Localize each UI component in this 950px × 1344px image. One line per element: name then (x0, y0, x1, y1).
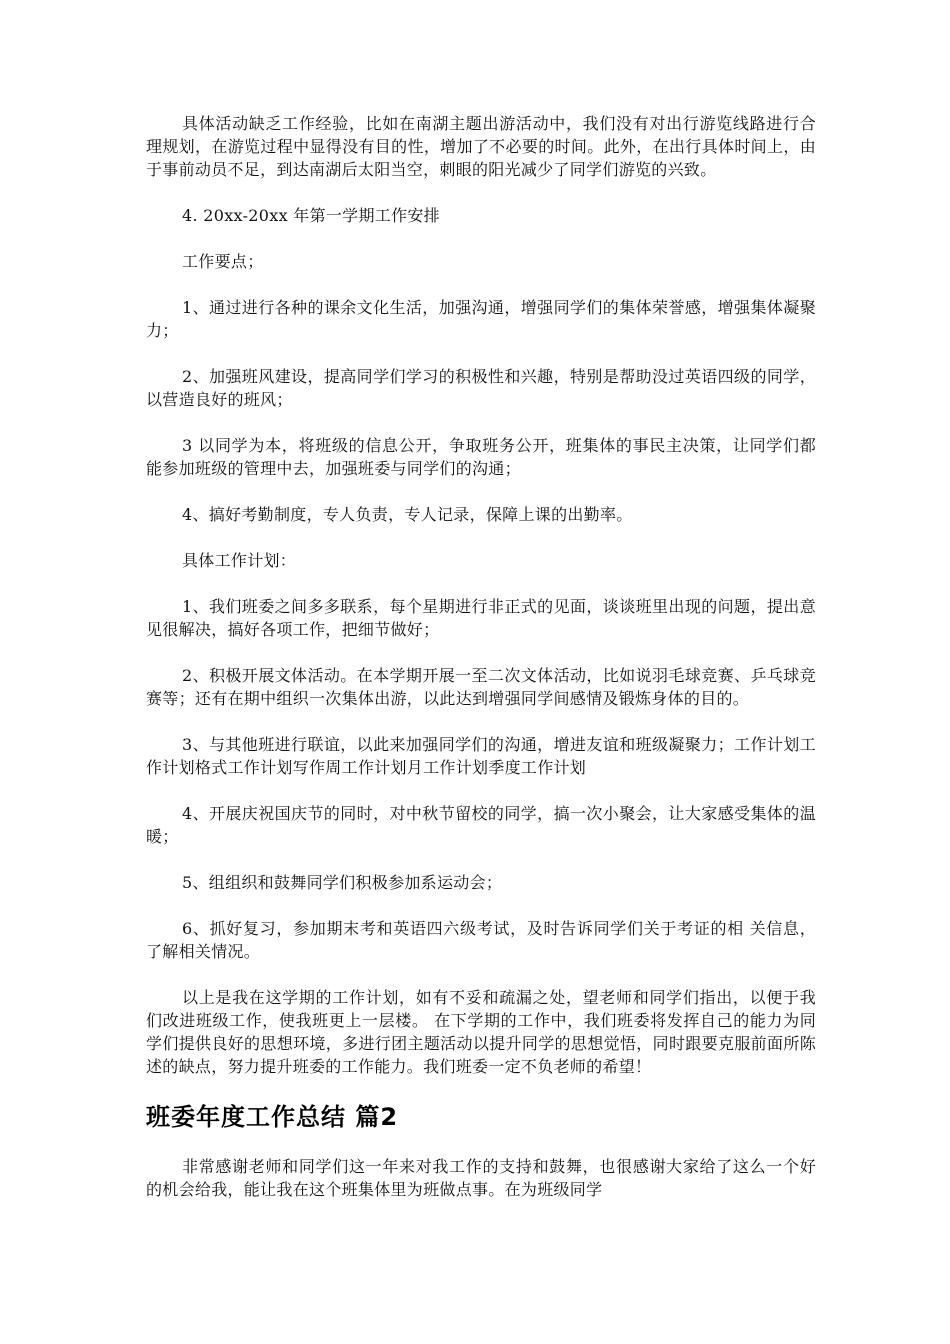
paragraph-plan-1: 1、我们班委之间多多联系，每个星期进行非正式的见面，谈谈班里出现的问题，提出意见很解决，搞好各项工作，把细节做好； (146, 597, 816, 639)
paragraph-plan-4: 4、开展庆祝国庆节的同时，对中秋节留校的同学，搞一次小聚会，让大家感受集体的温暖； (146, 804, 816, 846)
paragraph-plan-3: 3、与其他班进行联谊，以此来加强同学们的沟通，增进友谊和班级凝聚力；工作计划工作计划格式工作计划写作周工作计划月工作计划季度工作计划 (146, 735, 816, 777)
paragraph-plan-6: 6、抓好复习，参加期末考和英语四六级考试，及时告诉同学们关于考证的相 关信息，了解相关情况。 (146, 919, 816, 961)
section-heading: 班委年度工作总结 篇2 (146, 1103, 399, 1131)
paragraph-activity-shortcomings: 具体活动缺乏工作经验，比如在南湖主题出游活动中，我们没有对出行游览线路进行合理规划，在游览过程中显得没有目的性，增加了不必要的时间。此外，在出行具体时间上，由于事前动员不足，到达南湖后太阳当空，刺眼的阳光减少了同学们游览的兴致。 (146, 114, 816, 179)
paragraph-plan-2: 2、积极开展文体活动。在本学期开展一至二次文体活动，比如说羽毛球竞赛、乒乓球竞赛等；还有在期中组织一次集体出游，以此达到增强同学间感情及锻炼身体的目的。 (146, 666, 816, 708)
paragraph-point-3: 3 以同学为本，将班级的信息公开，争取班务公开，班集体的事民主决策，让同学们都能参加班级的管理中去，加强班委与同学们的沟通； (146, 436, 816, 478)
paragraph-plan-5: 5、组组织和鼓舞同学们积极参加系运动会； (182, 873, 503, 892)
paragraph-plan-label: 具体工作计划： (182, 551, 297, 570)
paragraph-conclusion: 以上是我在这学期的工作计划，如有不妥和疏漏之处，望老师和同学们指出，以便于我们改进班级工作，使我班更上一层楼。 在下学期的工作中，我们班委将发挥自己的能力为同学们提供良好的思想环境，多进行团主题活动以提升同学的思想觉悟，同时跟要克服前面所陈述的缺点，努力提升班委的工作能力。我们班委一定不负老师的希望！ (146, 988, 816, 1076)
paragraph-point-1: 1、通过进行各种的课余文化生活，加强沟通，增强同学们的集体荣誉感，增强集体凝聚力； (146, 298, 816, 340)
document-page (146, 112, 816, 1224)
paragraph-section-title-semester-plan: 4. 20xx-20xx 年第一学期工作安排 (182, 206, 440, 225)
paragraph-work-points-label: 工作要点； (182, 252, 264, 271)
paragraph-point-4: 4、搞好考勤制度，专人负责，专人记录，保障上课的出勤率。 (182, 505, 633, 524)
paragraph-point-2: 2、加强班风建设，提高同学们学习的积极性和兴趣，特别是帮助没过英语四级的同学，以营造良好的班风； (146, 367, 816, 409)
paragraph-thanks: 非常感谢老师和同学们这一年来对我工作的支持和鼓舞，也很感谢大家给了这么一个好的机会给我，能让我在这个班集体里为班做点事。在为班级同学 (146, 1157, 816, 1199)
